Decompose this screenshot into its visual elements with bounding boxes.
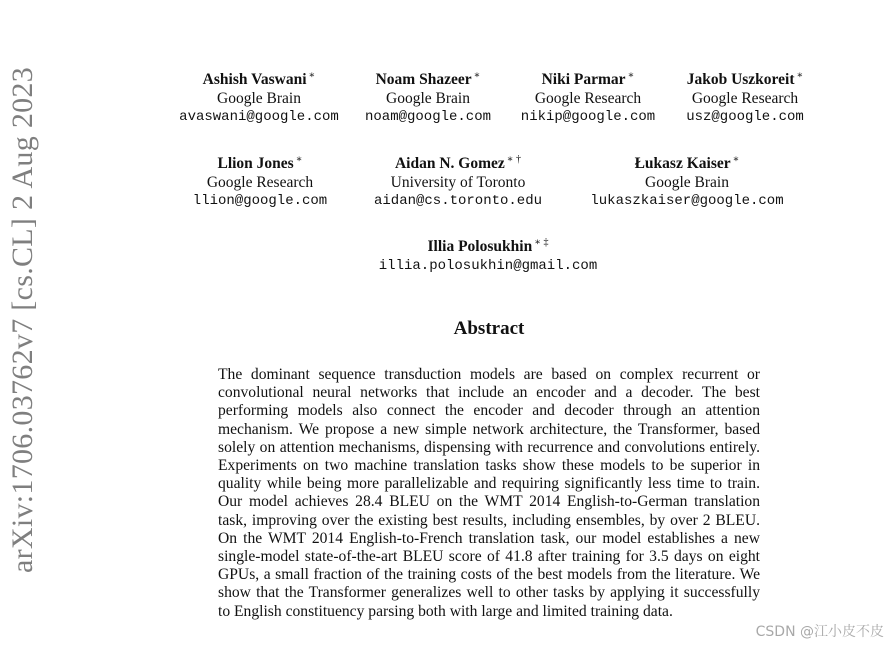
author-name: Jakob Uszkoreit — [686, 71, 795, 88]
author-affiliation: Google Research — [691, 89, 799, 107]
author-email[interactable]: noam@google.com — [364, 109, 492, 125]
author-block — [590, 151, 783, 211]
author-block — [379, 234, 597, 275]
author-block — [365, 67, 491, 127]
watermark: CSDN @江小皮不皮 — [755, 624, 884, 640]
author-mark: ∗ † — [506, 154, 522, 165]
author-name: Niki Parmar — [541, 71, 626, 88]
author-email[interactable]: llion@google.com — [192, 193, 328, 209]
author-affiliation: Google Research — [206, 173, 314, 191]
author-name: Noam Shazeer — [375, 71, 472, 88]
author-block — [193, 151, 327, 211]
author-name: Ashish Vaswani — [202, 71, 307, 88]
author-name: Aidan N. Gomez — [394, 155, 505, 172]
author-affiliation: Google Brain — [645, 173, 729, 191]
author-email[interactable]: nikip@google.com — [520, 109, 656, 125]
abstract-text: The dominant sequence transduction models are based on complex recurrent or convolutional neural networks that include an encoder and a decoder. The best performing models also connect the encoder and decoder through an attention mechanism. We propose a new simple network architecture, the Transformer, based solely on attention mechanisms, dispensing with recurrence and convolutions entirely. Experiments on two machine translation tasks show these models to be superior in quality while being more parallelizable and requiring significantly less time to train. Our model achieves 28.4 BLEU on the WMT 2014 English-to-German translation task, improving over the existing best results, including ensembles, by over 2 BLEU. On the WMT 2014 English-to-French translation task, our model establishes a new single-model state-of-the-art BLEU score of 41.8 after training for 3.5 days on eight GPUs, a small fraction of the training costs of the best models from the literature. We show that the Transformer generalizes well to other tasks by applying it successfully to English constituency parsing both with large and limited training data. — [218, 366, 760, 620]
author-name: Llion Jones — [217, 155, 294, 172]
author-mark: ∗ ‡ — [534, 237, 549, 248]
author-mark: ∗ — [627, 70, 635, 81]
author-mark: ∗ — [473, 70, 481, 81]
author-email[interactable]: lukaszkaiser@google.com — [590, 193, 784, 209]
author-email[interactable]: aidan@cs.toronto.edu — [373, 193, 543, 209]
abstract-heading: Abstract — [453, 318, 525, 339]
author-block — [179, 67, 339, 127]
author-affiliation: Google Research — [534, 89, 642, 107]
author-block — [521, 67, 655, 127]
author-email[interactable]: illia.polosukhin@gmail.com — [378, 257, 598, 274]
author-name: Illia Polosukhin — [427, 238, 533, 255]
author-mark: ∗ — [796, 70, 804, 81]
author-mark: ∗ — [308, 70, 316, 81]
arxiv-sidebar-stamp — [0, 0, 46, 649]
arxiv-identifier: arXiv:1706.03762v7 [cs.CL] 2 Aug 2023 — [6, 66, 39, 574]
author-affiliation: University of Toronto — [390, 173, 526, 191]
author-block — [374, 151, 542, 211]
author-email[interactable]: usz@google.com — [686, 109, 804, 125]
author-email[interactable]: avaswani@google.com — [179, 109, 339, 125]
author-affiliation: Google Brain — [386, 89, 470, 107]
author-block — [686, 67, 804, 127]
author-mark: ∗ — [732, 154, 740, 165]
author-name: Łukasz Kaiser — [634, 155, 731, 172]
author-affiliation: Google Brain — [217, 89, 301, 107]
author-mark: ∗ — [295, 154, 303, 165]
